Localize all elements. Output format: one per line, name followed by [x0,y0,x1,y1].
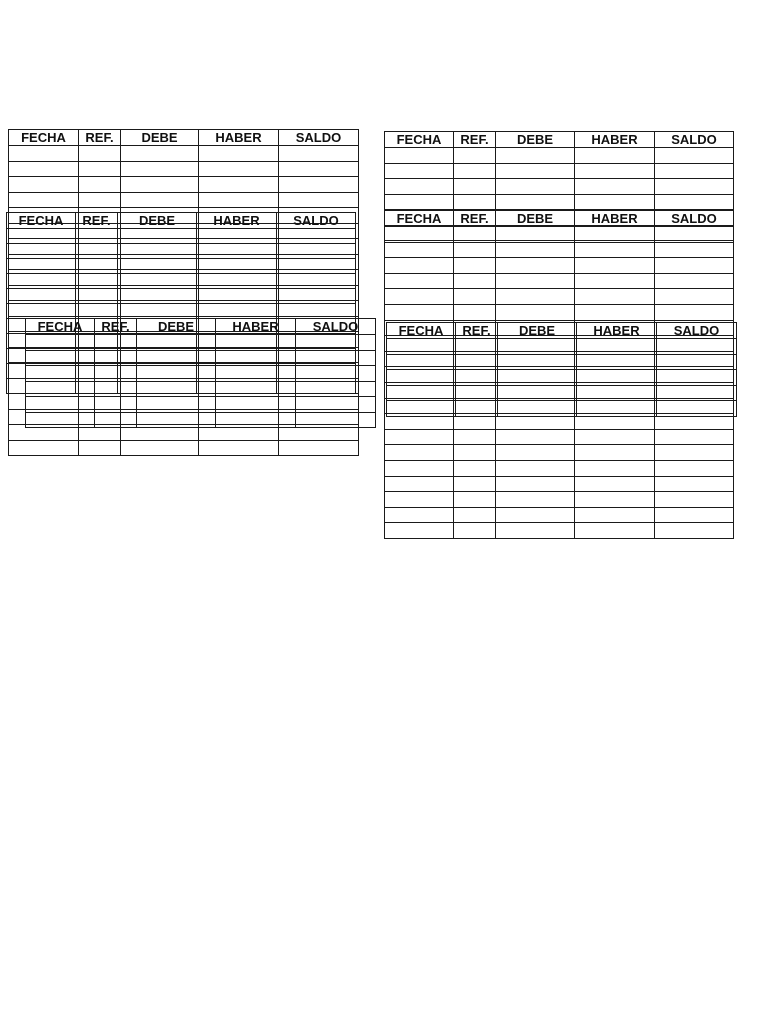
cell-saldo [296,412,376,428]
header-haber: HABER [216,319,296,335]
ledger-row [385,242,734,258]
cell-haber [197,289,277,304]
ledger-row [385,163,734,179]
cell-ref [454,194,496,210]
cell-ref [454,523,496,539]
header-saldo: SALDO [655,132,734,148]
cell-haber [197,244,277,259]
cell-haber [216,366,296,382]
cell-saldo [277,289,356,304]
cell-haber [575,304,655,320]
cell-haber [575,148,655,164]
cell-haber [577,354,657,370]
cell-debe [118,259,197,274]
cell-haber [575,289,655,305]
ledger-row [385,492,734,508]
cell-saldo [277,244,356,259]
cell-debe [496,258,575,274]
cell-ref [454,476,496,492]
cell-haber [199,192,279,208]
cell-haber [575,445,655,461]
header-debe: DEBE [137,319,216,335]
cell-fecha [385,227,454,243]
cell-haber [577,385,657,401]
header-saldo: SALDO [655,211,734,227]
ledger-row [387,401,737,417]
cell-debe [498,370,577,386]
ledger-row [26,397,376,413]
cell-fecha [26,335,95,351]
cell-fecha [26,397,95,413]
cell-debe [137,412,216,428]
cell-fecha [385,179,454,195]
cell-fecha [385,507,454,523]
cell-ref [454,429,496,445]
ledger-row [385,304,734,320]
header-fecha: FECHA [26,319,95,335]
cell-fecha [26,381,95,397]
cell-saldo [655,289,734,305]
cell-ref [95,350,137,366]
ledger-row [387,385,737,401]
cell-debe [137,397,216,413]
cell-debe [496,445,575,461]
cell-ref [79,161,121,177]
ledger-row [9,146,359,162]
cell-debe [118,304,197,319]
cell-saldo [655,273,734,289]
cell-ref [454,289,496,305]
cell-debe [496,148,575,164]
cell-debe [496,194,575,210]
cell-haber [199,161,279,177]
ledger-body [26,335,376,428]
cell-saldo [277,304,356,319]
cell-debe [137,335,216,351]
cell-saldo [655,163,734,179]
ledger-table-e [25,318,376,428]
cell-debe [498,339,577,355]
cell-ref [76,289,118,304]
cell-fecha [387,385,456,401]
cell-saldo [296,397,376,413]
cell-fecha [385,242,454,258]
cell-debe [121,146,199,162]
cell-fecha [385,429,454,445]
cell-debe [496,273,575,289]
header-row [7,213,356,229]
cell-ref [95,381,137,397]
cell-saldo [279,161,359,177]
cell-fecha [7,229,76,244]
cell-ref [76,229,118,244]
cell-ref [454,445,496,461]
cell-haber [575,523,655,539]
header-ref: REF. [454,132,496,148]
cell-haber [575,492,655,508]
ledger-row [385,194,734,210]
header-haber: HABER [197,213,277,229]
ledger-row [26,350,376,366]
cell-haber [197,274,277,289]
ledger-row [26,335,376,351]
cell-haber [575,242,655,258]
cell-ref [454,258,496,274]
cell-debe [121,161,199,177]
header-haber: HABER [577,323,657,339]
cell-saldo [655,258,734,274]
cell-haber [199,146,279,162]
cell-haber [577,339,657,355]
cell-debe [118,289,197,304]
cell-haber [575,163,655,179]
cell-ref [454,242,496,258]
cell-ref [456,354,498,370]
cell-fecha [385,460,454,476]
header-fecha: FECHA [9,130,79,146]
cell-debe [121,177,199,193]
cell-haber [216,412,296,428]
ledger-row [385,476,734,492]
cell-haber [216,350,296,366]
header-haber: HABER [575,132,655,148]
header-ref: REF. [76,213,118,229]
ledger-row [26,381,376,397]
ledger-body [387,339,737,417]
header-debe: DEBE [496,211,575,227]
ledger-row [26,366,376,382]
cell-saldo [655,304,734,320]
ledger-row [387,339,737,355]
ledger-row [385,445,734,461]
cell-debe [118,274,197,289]
cell-ref [76,259,118,274]
cell-saldo [277,229,356,244]
cell-fecha [7,289,76,304]
cell-ref [95,335,137,351]
header-haber: HABER [199,130,279,146]
cell-saldo [277,274,356,289]
cell-saldo [655,460,734,476]
ledger-row [7,259,356,274]
cell-debe [496,476,575,492]
cell-fecha [387,401,456,417]
ledger-row [9,161,359,177]
cell-debe [137,381,216,397]
ledger-row [7,274,356,289]
ledger-row [9,440,359,456]
header-saldo: SALDO [279,130,359,146]
cell-ref [79,146,121,162]
cell-haber [575,476,655,492]
ledger-row [385,148,734,164]
ledger-row [9,177,359,193]
cell-ref [454,179,496,195]
cell-ref [454,163,496,179]
cell-haber [216,381,296,397]
cell-fecha [26,412,95,428]
cell-saldo [296,335,376,351]
header-fecha: FECHA [385,132,454,148]
cell-debe [118,244,197,259]
cell-fecha [9,192,79,208]
cell-debe [496,523,575,539]
cell-debe [137,366,216,382]
cell-saldo [655,148,734,164]
cell-saldo [655,194,734,210]
cell-fecha [385,273,454,289]
cell-debe [496,492,575,508]
header-ref: REF. [456,323,498,339]
cell-ref [456,370,498,386]
cell-saldo [655,227,734,243]
cell-saldo [296,381,376,397]
header-ref: REF. [454,211,496,227]
cell-debe [496,179,575,195]
cell-ref [456,385,498,401]
ledger-row [385,429,734,445]
header-saldo: SALDO [657,323,737,339]
cell-fecha [7,244,76,259]
ledger-row [385,273,734,289]
ledger-row [385,507,734,523]
header-row [9,130,359,146]
cell-fecha [385,194,454,210]
cell-haber [197,259,277,274]
header-row [387,323,737,339]
header-haber: HABER [575,211,655,227]
cell-saldo [279,146,359,162]
cell-ref [456,339,498,355]
ledger-row [7,289,356,304]
cell-haber [575,429,655,445]
cell-fecha [26,350,95,366]
cell-saldo [657,339,737,355]
header-saldo: SALDO [296,319,376,335]
cell-saldo [655,445,734,461]
header-saldo: SALDO [277,213,356,229]
cell-haber [577,401,657,417]
header-ref: REF. [79,130,121,146]
ledger-row [9,192,359,208]
cell-debe [496,429,575,445]
cell-haber [577,370,657,386]
cell-saldo [657,370,737,386]
cell-ref [454,460,496,476]
ledger-row [385,179,734,195]
cell-saldo [657,385,737,401]
cell-debe [496,163,575,179]
cell-ref [454,507,496,523]
cell-debe [137,350,216,366]
ledger-table-f [386,322,737,417]
cell-fecha [387,370,456,386]
cell-ref [79,177,121,193]
cell-debe [498,401,577,417]
cell-fecha [385,304,454,320]
cell-ref [454,304,496,320]
cell-saldo [655,476,734,492]
cell-ref [76,274,118,289]
cell-haber [575,179,655,195]
cell-saldo [296,366,376,382]
cell-fecha [385,492,454,508]
cell-haber [216,397,296,413]
cell-haber [199,440,279,456]
ledger-row [387,354,737,370]
cell-fecha [9,161,79,177]
cell-fecha [26,366,95,382]
cell-ref [454,227,496,243]
cell-saldo [655,507,734,523]
cell-saldo [279,440,359,456]
cell-saldo [655,523,734,539]
cell-haber [197,229,277,244]
cell-saldo [655,242,734,258]
cell-fecha [385,148,454,164]
cell-debe [496,242,575,258]
header-row [385,211,734,227]
ledger-row [385,258,734,274]
ledger-row [7,244,356,259]
cell-ref [454,273,496,289]
cell-fecha [385,289,454,305]
cell-saldo [277,259,356,274]
cell-fecha [385,476,454,492]
cell-haber [575,258,655,274]
cell-fecha [9,177,79,193]
cell-fecha [7,259,76,274]
cell-haber [575,507,655,523]
cell-ref [454,492,496,508]
cell-fecha [9,146,79,162]
ledger-row [385,460,734,476]
cell-debe [496,289,575,305]
cell-ref [95,412,137,428]
cell-ref [76,244,118,259]
cell-debe [498,354,577,370]
cell-fecha [9,440,79,456]
header-fecha: FECHA [7,213,76,229]
cell-ref [79,192,121,208]
cell-saldo [657,401,737,417]
ledger-row [385,227,734,243]
ledger-row [385,289,734,305]
cell-ref [95,366,137,382]
cell-debe [118,229,197,244]
header-debe: DEBE [118,213,197,229]
cell-saldo [279,177,359,193]
header-debe: DEBE [121,130,199,146]
cell-saldo [657,354,737,370]
header-fecha: FECHA [387,323,456,339]
cell-ref [454,148,496,164]
cell-haber [575,227,655,243]
cell-ref [79,440,121,456]
cell-ref [95,397,137,413]
cell-debe [498,385,577,401]
header-ref: REF. [95,319,137,335]
ledger-row [7,229,356,244]
header-debe: DEBE [498,323,577,339]
cell-saldo [296,350,376,366]
ledger-row [26,412,376,428]
header-row [26,319,376,335]
cell-haber [575,194,655,210]
cell-haber [575,460,655,476]
cell-haber [199,177,279,193]
cell-debe [496,507,575,523]
cell-debe [496,227,575,243]
cell-fecha [387,354,456,370]
cell-fecha [385,445,454,461]
cell-saldo [655,179,734,195]
cell-fecha [385,258,454,274]
cell-ref [76,304,118,319]
cell-fecha [387,339,456,355]
cell-fecha [7,304,76,319]
cell-debe [121,440,199,456]
header-fecha: FECHA [385,211,454,227]
header-debe: DEBE [496,132,575,148]
cell-fecha [385,163,454,179]
cell-debe [496,460,575,476]
ledger-row [7,304,356,319]
header-row [385,132,734,148]
ledger-row [385,523,734,539]
cell-fecha [7,274,76,289]
cell-ref [456,401,498,417]
cell-haber [575,273,655,289]
cell-fecha [385,523,454,539]
cell-saldo [279,192,359,208]
cell-debe [496,304,575,320]
cell-debe [121,192,199,208]
cell-haber [216,335,296,351]
cell-saldo [655,492,734,508]
ledger-row [387,370,737,386]
cell-saldo [655,429,734,445]
cell-haber [197,304,277,319]
